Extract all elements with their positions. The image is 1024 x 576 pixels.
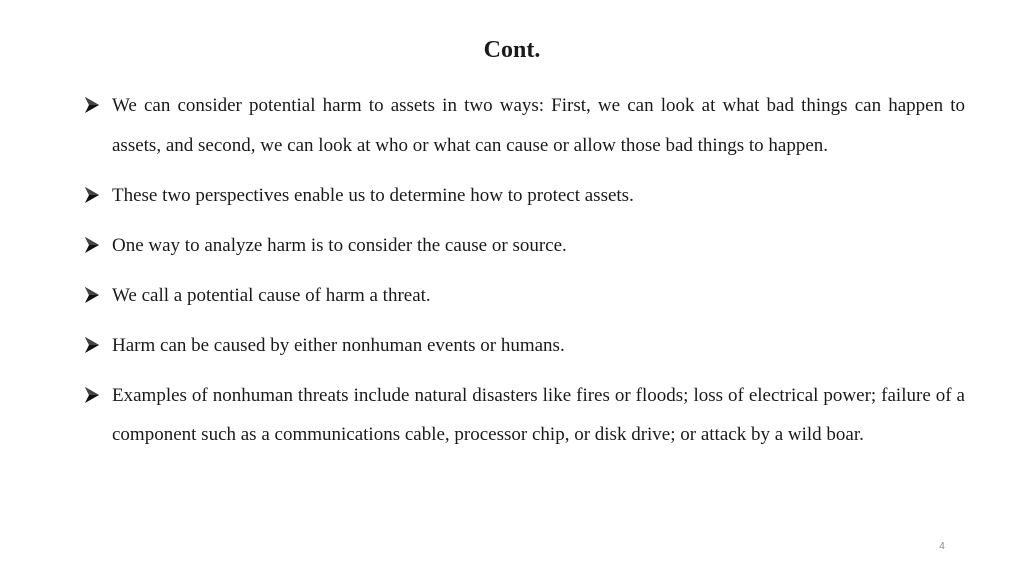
bullet-list: [84, 86, 965, 465]
arrowhead-bullet-icon: [84, 236, 100, 254]
bullet-item: [84, 276, 965, 316]
bullet-text: Harm can be caused by either nonhuman events or humans.: [112, 334, 565, 356]
arrowhead-bullet-icon: [84, 186, 100, 204]
bullet-text: We call a potential cause of harm a threat.: [112, 284, 431, 306]
bullet-text: We can consider potential harm to assets in two ways: First, we can look at what bad things can happen to assets, and second, we can look at who or what can cause or allow those bad things to happen.: [112, 95, 965, 156]
bullet-item: [84, 376, 965, 455]
bullet-item: [84, 226, 965, 266]
arrowhead-bullet-icon: [84, 96, 100, 114]
bullet-item: [84, 176, 965, 216]
bullet-text: Examples of nonhuman threats include natural disasters like fires or floods; loss of electrical power; failure of a component such as a communications cable, processor chip, or disk drive; or attack by a wild boar.: [112, 384, 965, 445]
bullet-item: [84, 326, 965, 366]
slide-title: Cont.: [483, 37, 541, 63]
bullet-item: [84, 86, 965, 165]
arrowhead-bullet-icon: [84, 286, 100, 304]
page-number: 4: [939, 541, 945, 552]
arrowhead-bullet-icon: [84, 386, 100, 404]
bullet-text: These two perspectives enable us to determine how to protect assets.: [112, 184, 634, 206]
arrowhead-bullet-icon: [84, 336, 100, 354]
bullet-text: One way to analyze harm is to consider the cause or source.: [112, 234, 567, 256]
